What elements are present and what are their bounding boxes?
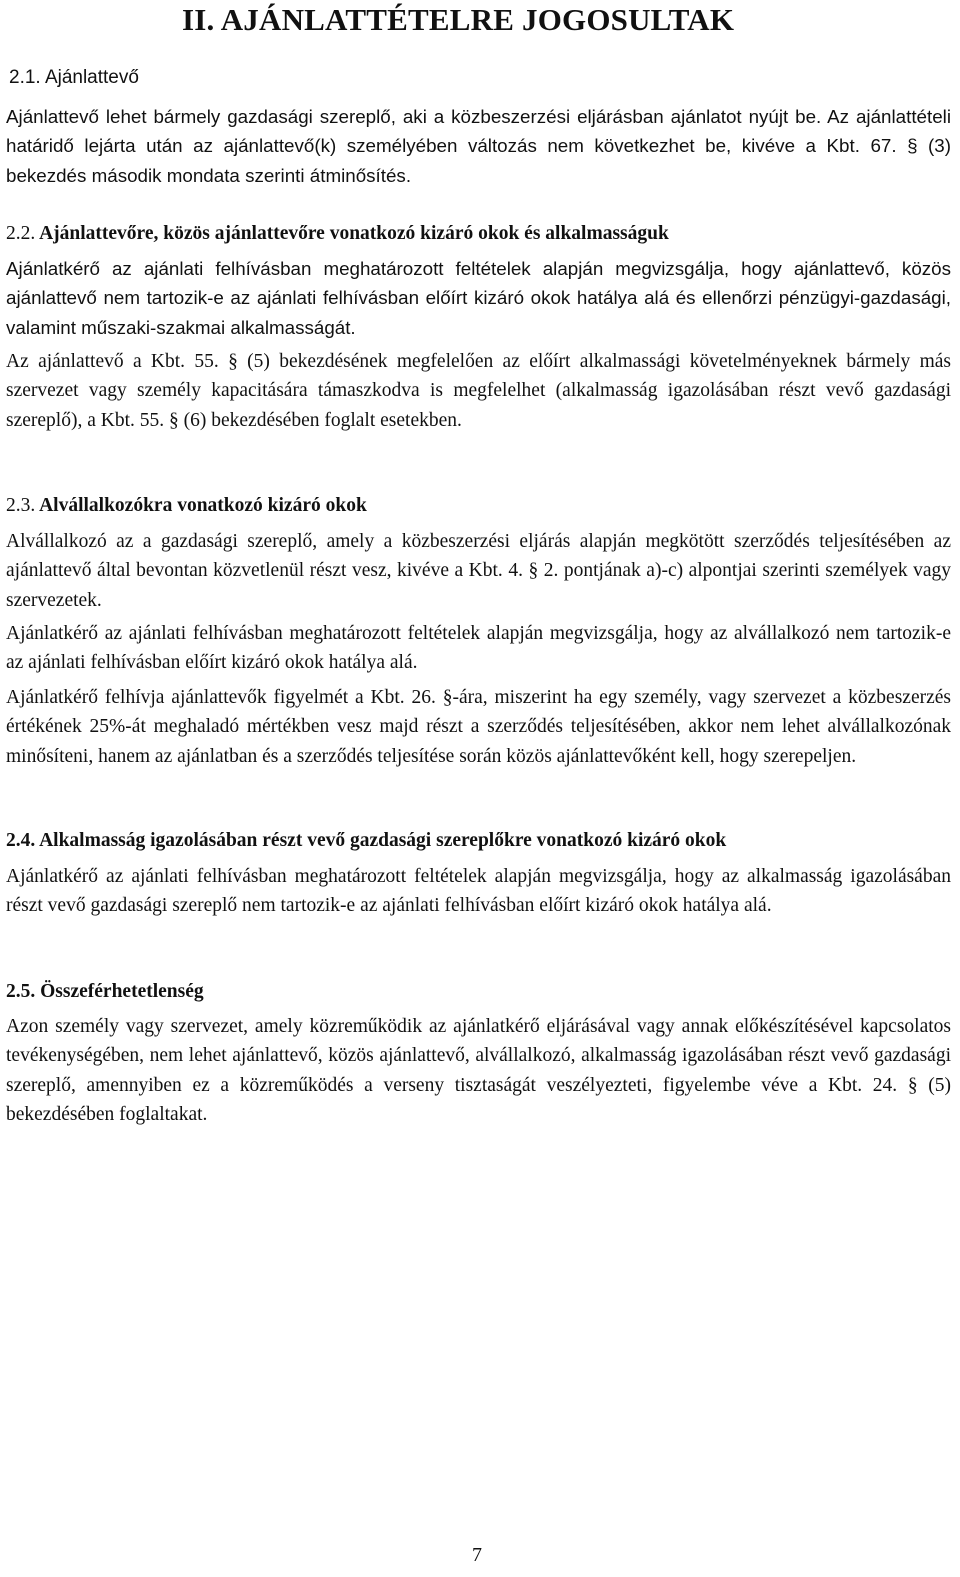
section-title: Alkalmasság igazolásában részt vevő gazdasági szereplőkre vonatkozó kizáró okok xyxy=(39,830,727,851)
section-number: 2.2. xyxy=(6,223,36,244)
page-number: 7 xyxy=(472,1544,482,1566)
page-title: II. AJÁNLATTÉTELRE JOGOSULTAK xyxy=(182,2,735,37)
paragraph: Ajánlatkérő az ajánlati felhívásban meghatározott feltételek alapján megvizsgálja, hogy az alvállalkozó nem tartozik-e az ajánlati felhívásban előírt kizáró okok hatálya alá. xyxy=(6,623,951,674)
paragraph: Alvállalkozó az a gazdasági szereplő, amely a közbeszerzési eljárás alapján megkötött szerződés teljesítésében az ajánlattevő által bevontan közvetlenül részt vesz, kivéve a Kbt. 4. § 2. pontjának a)-c) alpontjai szerinti személyek vagy szervezetek. xyxy=(6,531,951,611)
section-title: Összeférhetetlenség xyxy=(40,981,204,1002)
section-number: 2.1. xyxy=(9,67,41,88)
section-number: 2.5. xyxy=(6,981,36,1002)
section-title: Ajánlattevő xyxy=(44,67,139,88)
section-heading-2-3 xyxy=(6,492,367,520)
paragraph: Ajánlattevő lehet bármely gazdasági szereplő, aki a közbeszerzési eljárásban ajánlatot nyújt be. Az ajánlattételi határidő lejárta után az ajánlattevő(k) személyében változás nem következhet be, kivéve a Kbt. 67. § (3) bekezdés második mondata szerinti átminősítés. xyxy=(6,106,951,186)
section-heading-2-2 xyxy=(6,220,669,248)
section-title: Ajánlattevőre, közös ajánlattevőre vonatkozó kizáró okok és alkalmasságuk xyxy=(39,223,669,244)
section-heading-2-1 xyxy=(9,64,139,92)
paragraph: Ajánlatkérő felhívja ajánlattevők figyelmét a Kbt. 26. §-ára, miszerint ha egy személy, vagy szervezet a közbeszerzés értékének 25%-át meghaladó mértékben vesz majd részt a szerződés teljesítésében, akkor nem lehet alvállalkozónak minősíteni, hanem az ajánlatban és a szerződés teljesítése során közös ajánlattevőként kell, hogy szerepeljen. xyxy=(6,687,951,767)
section-heading-2-4 xyxy=(6,827,726,855)
paragraph: Ajánlatkérő az ajánlati felhívásban meghatározott feltételek alapján megvizsgálja, hogy ajánlattevő, közös ajánlattevő nem tartozik-e az ajánlati felhívásban előírt kizáró okok hatálya alá és ellenőrzi pénzügyi-gazdasági, valamint műszaki-szakmai alkalmasságát. xyxy=(6,258,951,338)
paragraph: Az ajánlattevő a Kbt. 55. § (5) bekezdésének megfelelően az előírt alkalmassági követelményeknek bármely más szervezet vagy személy kapacitására támaszkodva is megfelelhet (alkalmasság igazolásában részt vevő gazdasági szereplő), a Kbt. 55. § (6) bekezdésében foglalt esetekben. xyxy=(6,351,951,431)
paragraph: Azon személy vagy szervezet, amely közreműködik az ajánlatkérő eljárásával vagy annak előkészítésével kapcsolatos tevékenységében, nem lehet ajánlattevő, közös ajánlattevő, alvállalkozó, alkalmasság igazolásában részt vevő gazdasági szereplő, amennyiben ez a közreműködés a verseny tisztaságát veszélyezteti, figyelembe véve a Kbt. 24. § (5) bekezdésében foglaltakat. xyxy=(6,1016,951,1125)
paragraph: Ajánlatkérő az ajánlati felhívásban meghatározott feltételek alapján megvizsgálja, hogy az alkalmasság igazolásában részt vevő gazdasági szereplő nem tartozik-e az ajánlati felhívásban előírt kizáró okok hatálya alá. xyxy=(6,866,951,917)
section-number: 2.4. xyxy=(6,830,36,851)
section-number: 2.3. xyxy=(6,495,36,516)
section-title: Alvállalkozókra vonatkozó kizáró okok xyxy=(39,495,367,516)
section-heading-2-5 xyxy=(6,978,204,1006)
